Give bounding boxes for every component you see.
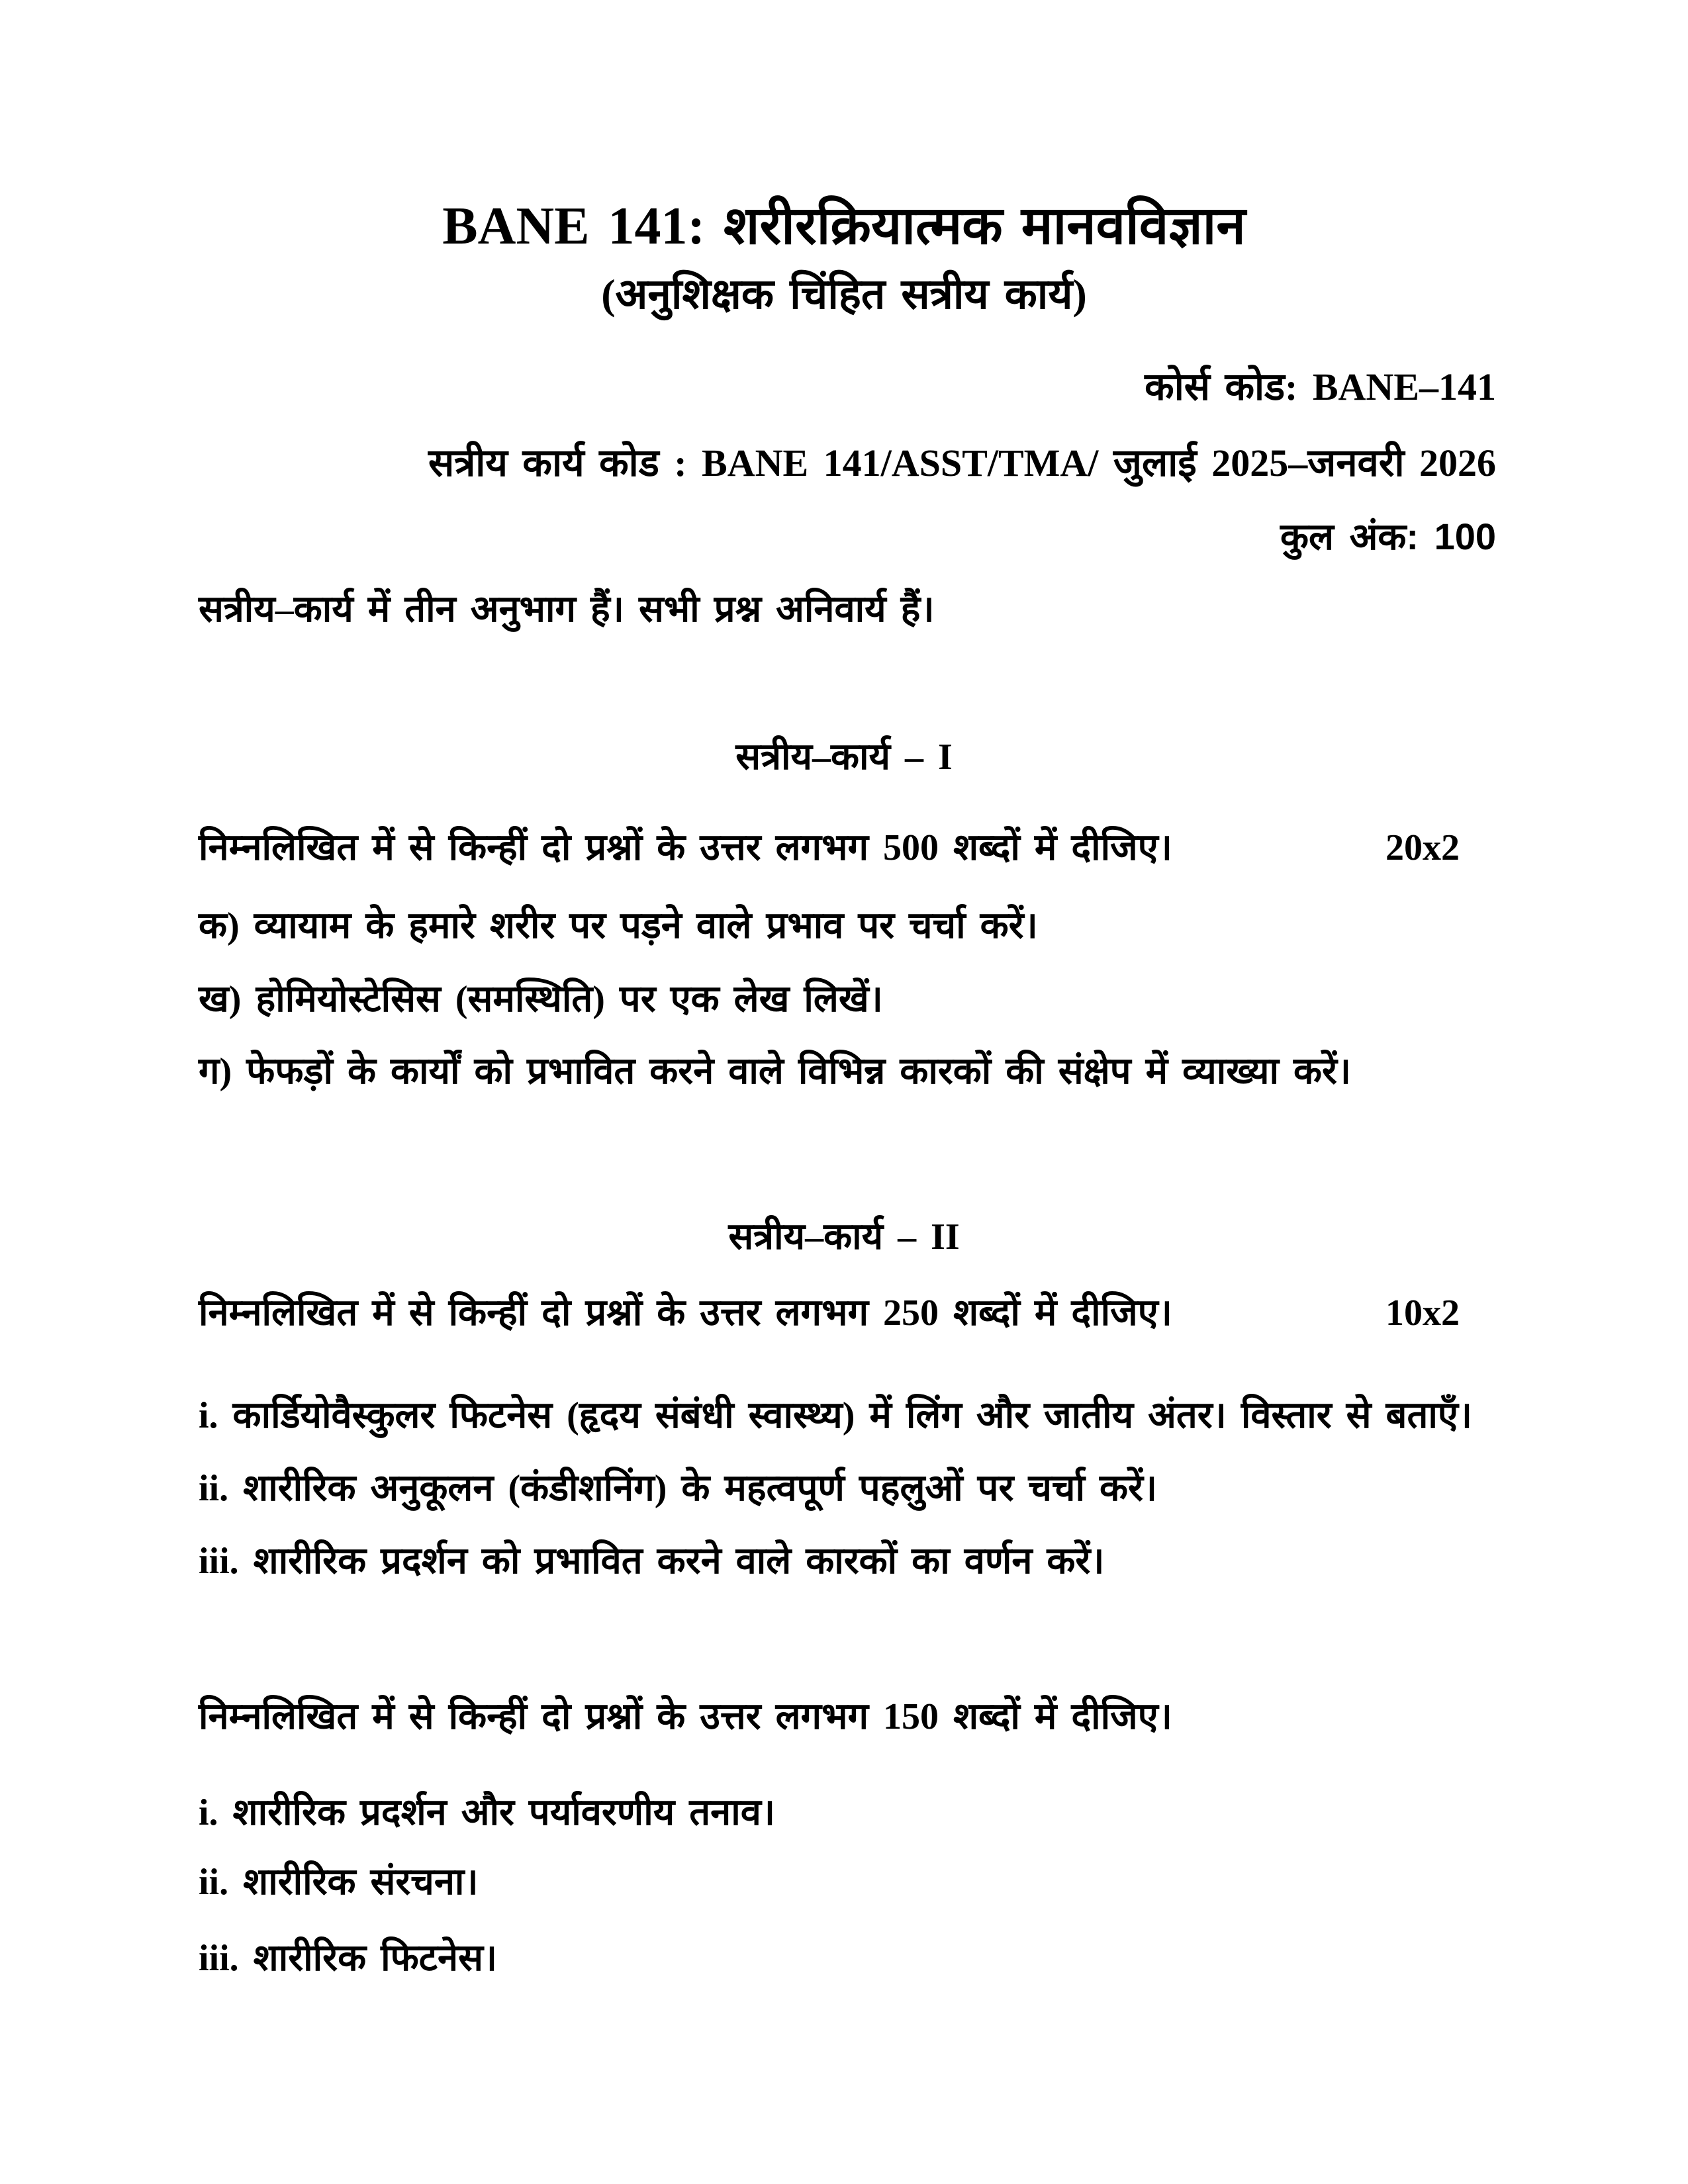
assignment-code: सत्रीय कार्य कोड : BANE 141/ASST/TMA/ जुलाई 2025–जनवरी 2026 (428, 441, 1496, 484)
section-2-question-i: i. कार्डियोवैस्कुलर फिटनेस (हृदय संबंधी स्वास्थ्य) में लिंग और जातीय अंतर। विस्तार से बताएँ। (199, 1395, 1473, 1436)
section-2-question-iii: iii. शारीरिक प्रदर्शन को प्रभावित करने वाले कारकों का वर्णन करें। (199, 1541, 1105, 1582)
document-subtitle: (अनुशिक्षक चिंहित सत्रीय कार्य) (601, 271, 1087, 318)
course-code: कोर्स कोड: BANE–141 (1145, 365, 1496, 408)
section-1-question-ka: क) व्यायाम के हमारे शरीर पर पड़ने वाले प्रभाव पर चर्चा करें। (199, 905, 1038, 946)
section-1-question-kha: ख) होमियोस्टेसिस (समस्थिति) पर एक लेख लिखें। (199, 979, 883, 1020)
section-3-question-ii: ii. शारीरिक संरचना। (199, 1862, 479, 1903)
section-2-heading: सत्रीय–कार्य – II (728, 1216, 960, 1257)
section-1-instruction: निम्नलिखित में से किन्हीं दो प्रश्नों के उत्तर लगभग 500 शब्दों में दीजिए। (199, 827, 1172, 868)
section-3-question-i: i. शारीरिक प्रदर्शन और पर्यावरणीय तनाव। (199, 1792, 776, 1833)
document-title: BANE 141: शरीरक्रियात्मक मानवविज्ञान (442, 197, 1246, 255)
section-3-question-iii: iii. शारीरिक फिटनेस। (199, 1938, 498, 1979)
total-marks: कुल अंक: 100 (1280, 516, 1496, 557)
section-1-marks: 20x2 (1385, 827, 1460, 868)
section-1-heading: सत्रीय–कार्य – I (735, 737, 953, 778)
section-2-instruction: निम्नलिखित में से किन्हीं दो प्रश्नों के उत्तर लगभग 250 शब्दों में दीजिए। (199, 1293, 1172, 1334)
section-1-question-ga: ग) फेफड़ों के कार्यों को प्रभावित करने वाले विभिन्न कारकों की संक्षेप में व्याख्या करें। (199, 1051, 1352, 1092)
instructions-note: सत्रीय–कार्य में तीन अनुभाग हैं। सभी प्रश्न अनिवार्य हैं। (199, 589, 935, 630)
section-2-question-ii: ii. शारीरिक अनुकूलन (कंडीशनिंग) के महत्वपूर्ण पहलुओं पर चर्चा करें। (199, 1468, 1158, 1509)
section-3-instruction: निम्नलिखित में से किन्हीं दो प्रश्नों के उत्तर लगभग 150 शब्दों में दीजिए। (199, 1696, 1172, 1737)
section-2-marks: 10x2 (1385, 1293, 1460, 1334)
